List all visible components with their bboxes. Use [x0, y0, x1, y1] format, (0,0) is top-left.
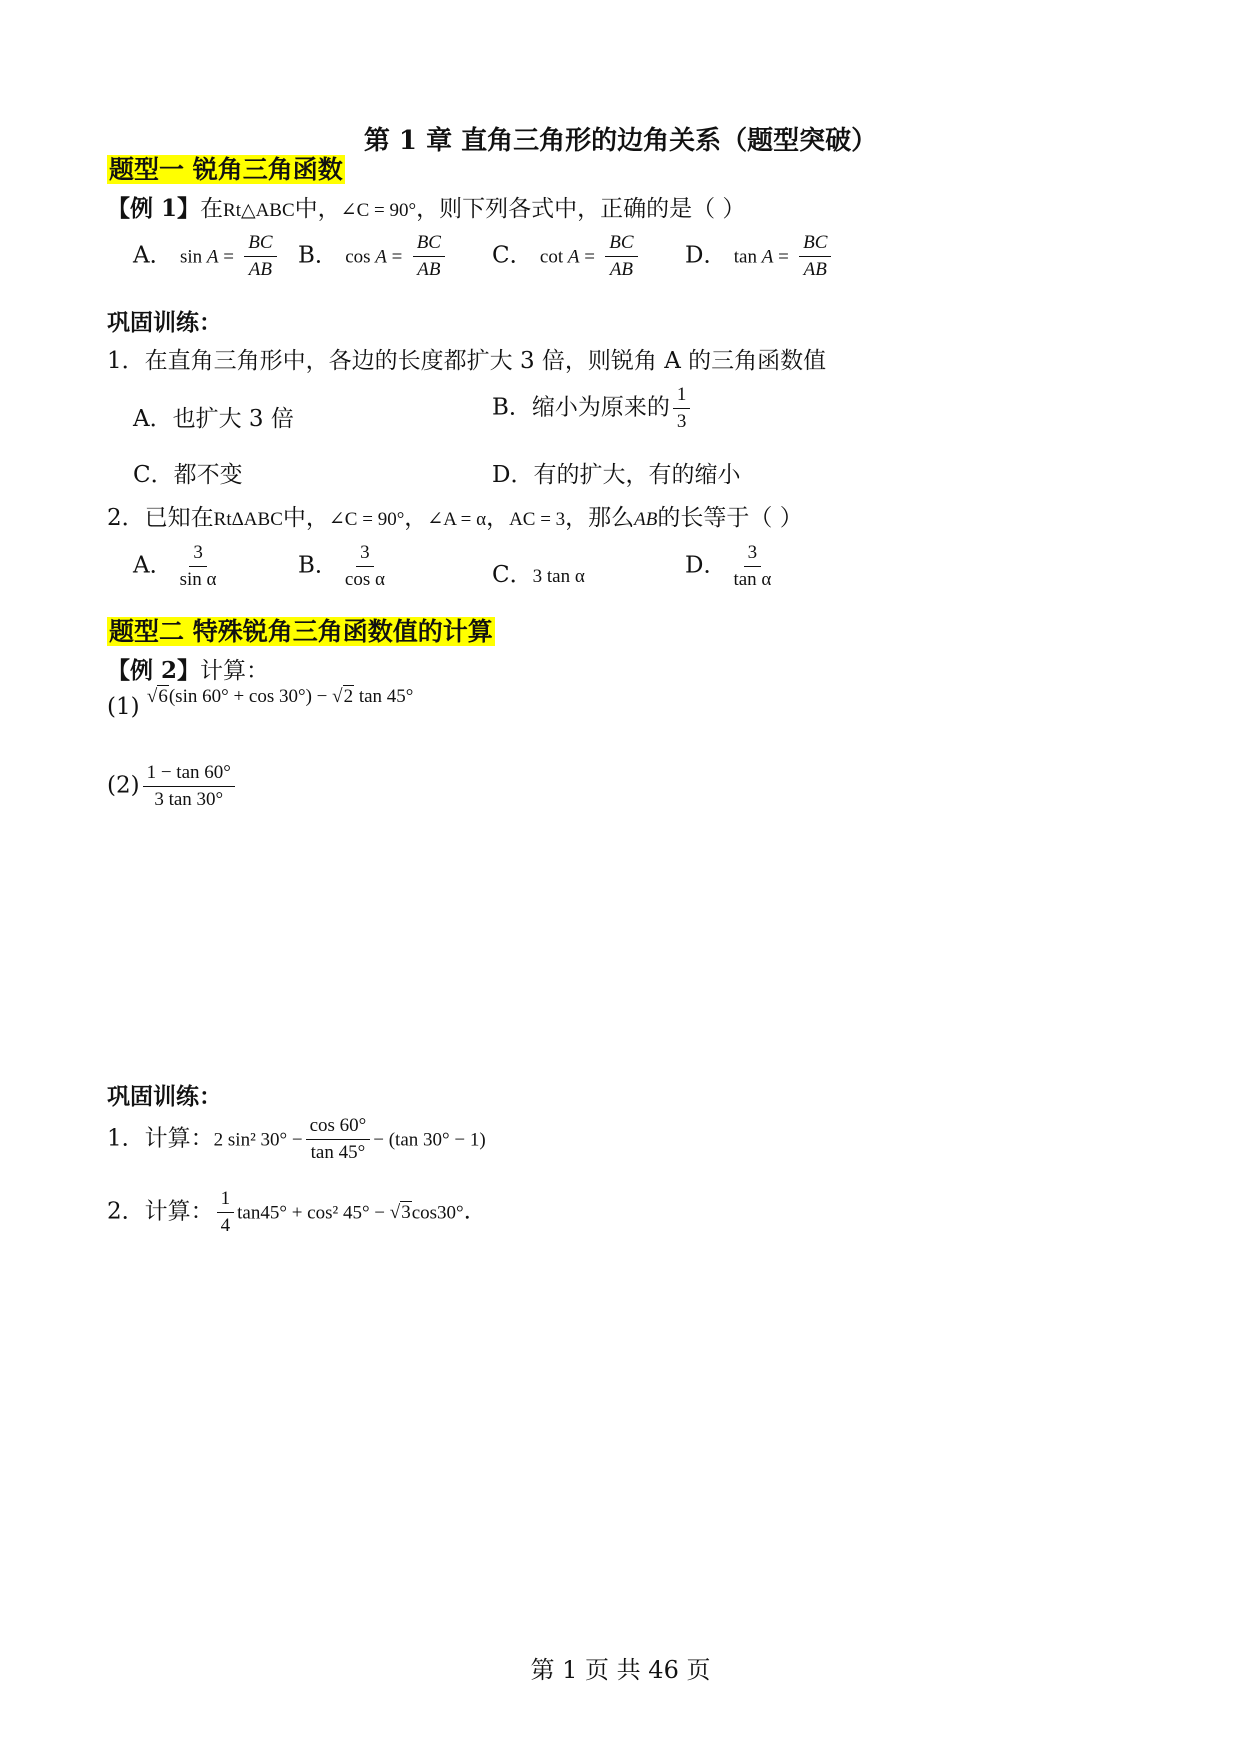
- part-2-fraction: $\frac{1 - \tan 60^\circ}{3 \tan 30^\circ}$: [143, 762, 235, 811]
- q2-suffix-a: ，那么: [565, 505, 635, 531]
- practice-1-q1-option-b: [492, 384, 693, 433]
- practice-1-q1: 1．在直角三角形中，各边的长度都扩大 3 倍，则锐角 A 的三角函数值: [107, 348, 827, 374]
- example-2: [107, 652, 269, 685]
- example-1-triangle: Rt△ABC: [223, 200, 295, 221]
- option-fn: tan A =: [733, 246, 789, 268]
- example-2-part-2: [107, 762, 238, 811]
- q2-mid: 中，: [282, 505, 329, 531]
- section-heading-type1-text: 题型一 锐角三角函数: [109, 155, 343, 184]
- q2-suffix-b: 的长等于（ ）: [657, 505, 803, 531]
- example-1-text-mid: 中，: [294, 196, 341, 222]
- example-1-option-d: [685, 232, 834, 281]
- q1-expr-b: − (tan 30° − 1): [373, 1129, 486, 1151]
- option-fn: sin A =: [179, 246, 234, 268]
- option-letter: B．: [298, 242, 338, 269]
- practice-1-q2-option-d: [685, 542, 778, 591]
- example-1-label: 【例 1】: [107, 195, 201, 222]
- example-1-option-a: [133, 232, 280, 281]
- practice-heading-2: 巩固训练：: [107, 1083, 222, 1110]
- part-label: (2): [107, 772, 140, 799]
- section-heading-type1: [107, 150, 345, 186]
- practice-1-q1-option-c: C．都不变: [133, 462, 243, 488]
- option-fraction: $\frac{1}{3}$: [673, 384, 691, 433]
- example-2-text: 计算：: [200, 658, 270, 684]
- option-fraction: $\frac{BC}{AB}$: [413, 232, 445, 281]
- option-letter: C．: [492, 242, 533, 269]
- part-1-expression: √6(sin 60° + cos 30°) − √2 tan 45°: [146, 686, 414, 707]
- practice-1-q2-option-c: [492, 556, 585, 589]
- q2-expr-a: tan45° + cos² 45° −: [237, 1202, 390, 1224]
- practice-2-q2: [107, 1188, 471, 1237]
- example-1-angle: ∠C = 90°: [340, 200, 417, 221]
- option-letter: C．: [492, 562, 533, 588]
- q2-angle-a: ∠A = α: [427, 509, 487, 530]
- page-footer: 第 1 页 共 46 页: [530, 1656, 711, 1684]
- q2-side-ab: AB: [634, 509, 658, 530]
- q2-angle-c: ∠C = 90°: [328, 509, 405, 530]
- practice-2-q1: [107, 1115, 486, 1164]
- q1-fraction: $\frac{\cos 60^\circ}{\tan 45^\circ}$: [306, 1115, 371, 1164]
- practice-1-q2-option-a: [133, 542, 224, 591]
- section-heading-type2: [107, 612, 495, 648]
- q2-fraction: $\frac{1}{4}$: [217, 1188, 235, 1237]
- option-letter: D．: [685, 552, 727, 579]
- q-label: 1．计算：: [107, 1125, 214, 1152]
- practice-1-q2-option-b: [298, 542, 392, 591]
- option-fn: cot A =: [539, 246, 595, 268]
- q2-prefix: 2．已知在: [107, 505, 214, 531]
- option-fraction: $\frac{BC}{AB}$: [605, 232, 637, 281]
- q2-side-ac: AC = 3: [509, 509, 566, 530]
- example-1: [107, 190, 745, 223]
- option-fn: cos A =: [345, 246, 403, 268]
- option-fraction: $\frac{BC}{AB}$: [799, 232, 831, 281]
- part-label: (1): [107, 694, 140, 720]
- option-expression: 3 tan α: [532, 566, 585, 587]
- q2-expr-b: cos30°: [411, 1202, 464, 1224]
- option-fraction: $\frac{3}{\text{tan α}}$: [733, 542, 772, 590]
- option-fraction: $\frac{3}{\text{cos α}}$: [344, 542, 385, 590]
- option-letter: B．: [298, 552, 338, 579]
- option-letter: D．: [685, 242, 727, 269]
- example-1-text-before: 在: [200, 196, 224, 222]
- q-label: 2．计算：: [107, 1198, 214, 1225]
- q2-root: √3: [389, 1202, 411, 1224]
- practice-1-q1-option-d: D．有的扩大，有的缩小: [492, 462, 741, 488]
- option-letter: A．: [133, 242, 173, 269]
- option-letter: A．: [133, 552, 173, 579]
- example-1-option-c: [492, 232, 641, 281]
- practice-1-q2: 2．已知在RtΔABC中，∠C = 90°，∠A = α，AC = 3，那么AB的长等于（ ）: [107, 505, 803, 531]
- option-fraction: $\frac{BC}{AB}$: [244, 232, 276, 281]
- example-2-label: 【例 2】: [107, 657, 201, 684]
- practice-1-q1-option-a: A．也扩大 3 倍: [133, 406, 294, 432]
- section-heading-type2-text: 题型二 特殊锐角三角函数值的计算: [109, 617, 493, 646]
- option-text: B．缩小为原来的: [492, 394, 670, 421]
- practice-heading-1: 巩固训练：: [107, 309, 222, 336]
- example-1-text-after: ，则下列各式中，正确的是（ ）: [416, 196, 746, 222]
- q1-expr-a: 2 sin² 30° −: [213, 1129, 303, 1151]
- option-fraction: $\frac{3}{\text{sin α}}$: [179, 542, 217, 590]
- q2-end: .: [463, 1198, 471, 1225]
- example-2-part-1: [107, 686, 414, 720]
- q2-triangle: RtΔABC: [213, 509, 283, 530]
- page-title: 第 1 章 直角三角形的边角关系（题型突破）: [363, 126, 878, 156]
- example-1-option-b: [298, 232, 448, 281]
